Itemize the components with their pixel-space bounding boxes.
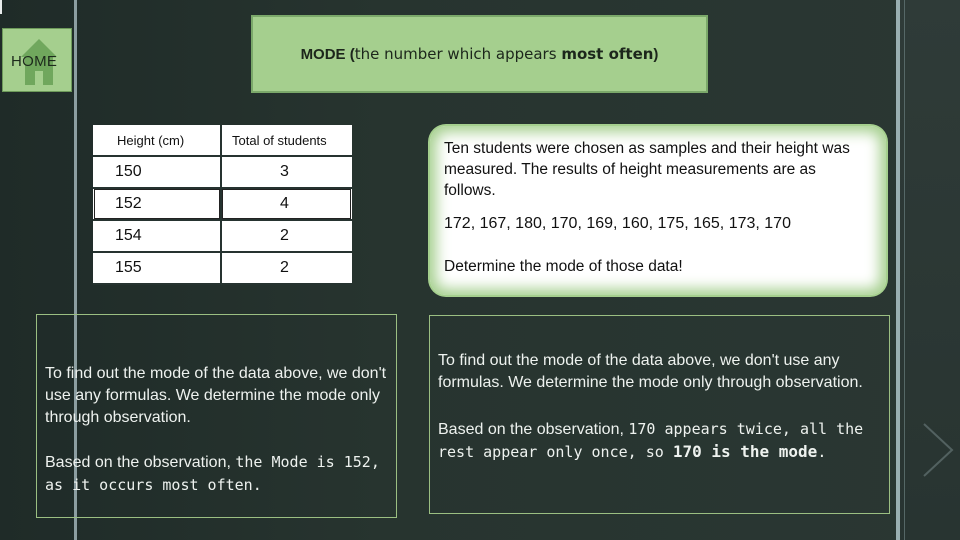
table-cell: 150 xyxy=(93,156,221,188)
right-para2-end: . xyxy=(817,443,827,461)
left-para2-mono: the Mode is 152, as it occurs most often. xyxy=(45,453,380,494)
right-para2-bold: 170 is the mode xyxy=(672,442,818,461)
corner-tick xyxy=(0,0,2,14)
title-bold-prefix: MODE ( xyxy=(300,46,355,63)
title-bold-suffix: ) xyxy=(653,46,659,63)
problem-intro: Ten students were chosen as samples and their height was measured. The results of height measurements are as follows. xyxy=(444,140,850,199)
chevron-decor-icon xyxy=(918,420,958,480)
right-answer-para1: To find out the mode of the data above, we don't use any formulas. We determine the mode only through observation. xyxy=(438,352,863,391)
page-title xyxy=(251,15,708,93)
home-button[interactable] xyxy=(2,28,72,92)
height-table xyxy=(93,125,352,285)
table-cell: 152 xyxy=(93,188,221,220)
left-answer-para2 xyxy=(45,451,388,497)
table-cell: 2 xyxy=(221,252,352,284)
problem-question: Determine the mode of those data! xyxy=(444,258,683,275)
right-answer-para2 xyxy=(438,418,881,464)
table-cell: 3 xyxy=(221,156,352,188)
left-answer-para1: To find out the mode of the data above, we don't use any formulas. We determine the mode only through observation. xyxy=(45,365,387,426)
right-thin-rule xyxy=(904,0,905,540)
right-vertical-rule xyxy=(896,0,900,540)
table-cell: 4 xyxy=(221,188,352,220)
home-label: HOME xyxy=(11,53,58,70)
problem-data-line: 172, 167, 180, 170, 169, 160, 175, 165, 173, 170 xyxy=(444,215,791,232)
table-cell: 2 xyxy=(221,220,352,252)
title-bold-mid: most often xyxy=(561,45,654,63)
title-middle: the number which appears xyxy=(354,45,562,63)
table-row xyxy=(93,220,352,252)
table-row xyxy=(93,252,352,284)
table-cell: 155 xyxy=(93,252,221,284)
right-answer-panel xyxy=(429,315,890,514)
problem-box xyxy=(430,126,886,295)
table-row xyxy=(93,188,352,220)
table-header-row xyxy=(93,125,352,156)
table-row xyxy=(93,156,352,188)
table-cell: 154 xyxy=(93,220,221,252)
right-para2-start: Based on the observation, xyxy=(438,421,629,438)
table-header-cell: Height (cm) xyxy=(93,125,221,156)
left-answer-panel xyxy=(36,314,397,518)
right-para2-mono: 170 appears twice, all the rest appear only once, so xyxy=(438,420,864,461)
left-para2-start: Based on the observation, xyxy=(45,454,236,471)
table-header-cell: Total of students xyxy=(221,125,352,156)
